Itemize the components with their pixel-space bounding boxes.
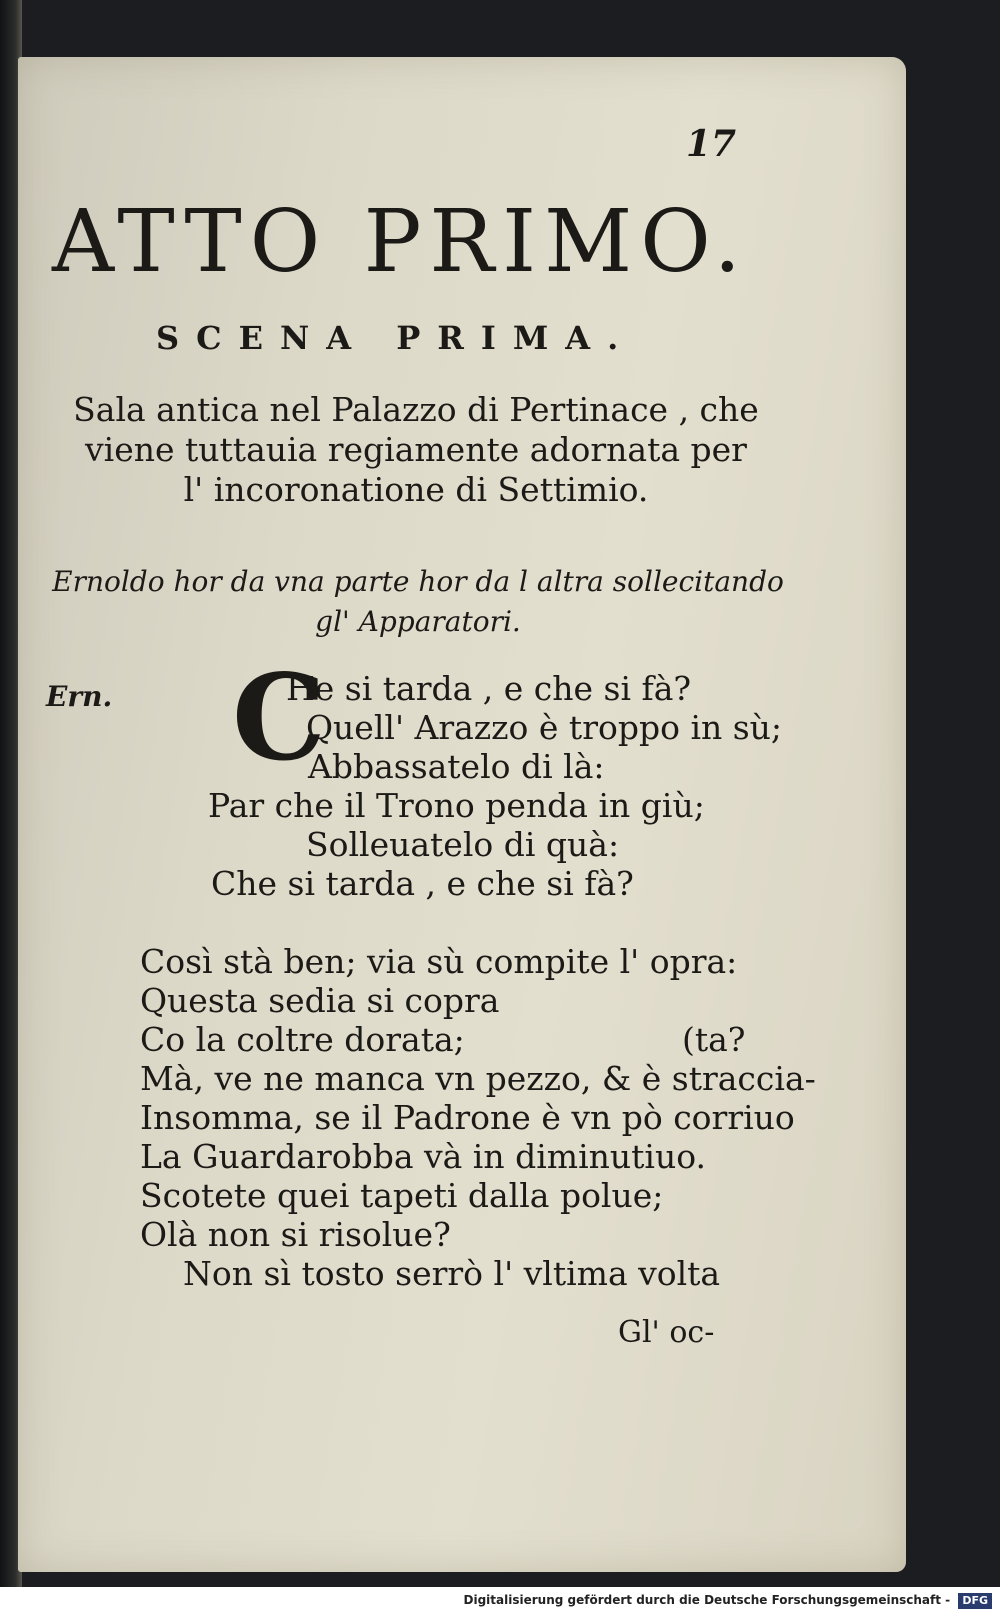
stage-direction bbox=[38, 562, 798, 642]
verse-line: Co la coltre dorata; bbox=[140, 1020, 465, 1059]
digitization-footer bbox=[0, 1587, 1000, 1613]
verse-line: Quell' Arazzo è troppo in sù; bbox=[306, 708, 783, 747]
scene-setting bbox=[36, 390, 796, 510]
scene-title: SCENA PRIMA. bbox=[156, 319, 636, 357]
catchword: Gl' oc- bbox=[618, 1315, 715, 1350]
dfg-logo-icon: DFG bbox=[958, 1593, 992, 1609]
verse-line: Mà, ve ne manca vn pezzo, & è straccia- bbox=[140, 1059, 816, 1098]
verse-line: Solleuatelo di quà: bbox=[306, 825, 620, 864]
drop-cap: C bbox=[232, 648, 326, 787]
verse-line: Olà non si risolue? bbox=[140, 1215, 451, 1254]
verse-line: Questa sedia si copra bbox=[140, 981, 500, 1020]
verse-line: Così stà ben; via sù compite l' opra: bbox=[140, 942, 738, 981]
verse-line: Scotete quei tapeti dalla polue; bbox=[140, 1176, 664, 1215]
page-number: 17 bbox=[686, 123, 737, 165]
stage-direction-line: gl' Apparatori. bbox=[315, 605, 521, 638]
verse-line: Non sì tosto serrò l' vltima volta bbox=[183, 1254, 721, 1293]
verse-turnover: (ta? bbox=[682, 1020, 746, 1059]
act-title: ATTO PRIMO. bbox=[52, 192, 750, 292]
verse-line: Abbassatelo di là: bbox=[308, 747, 605, 786]
speaker-label: Ern. bbox=[46, 680, 113, 713]
verse-line: La Guardarobba và in diminutiuo. bbox=[140, 1137, 706, 1176]
verse-line: He si tarda , e che si fà? bbox=[286, 669, 692, 708]
verse-line: Che si tarda , e che si fà? bbox=[211, 864, 634, 903]
verse-line: Insomma, se il Padrone è vn pò corriuo bbox=[140, 1098, 795, 1137]
stage-direction-line: Ernoldo hor da vna parte hor da l altra sollecitando bbox=[52, 565, 784, 598]
setting-line: viene tuttauia regiamente adornata per bbox=[85, 430, 747, 469]
book-page bbox=[18, 57, 906, 1572]
verse-line: Par che il Trono penda in giù; bbox=[208, 786, 705, 825]
setting-line: l' incoronatione di Settimio. bbox=[183, 470, 649, 509]
setting-line: Sala antica nel Palazzo di Pertinace , che bbox=[73, 390, 759, 429]
footer-text: Digitalisierung gefördert durch die Deutsche Forschungsgemeinschaft - bbox=[463, 1593, 951, 1607]
